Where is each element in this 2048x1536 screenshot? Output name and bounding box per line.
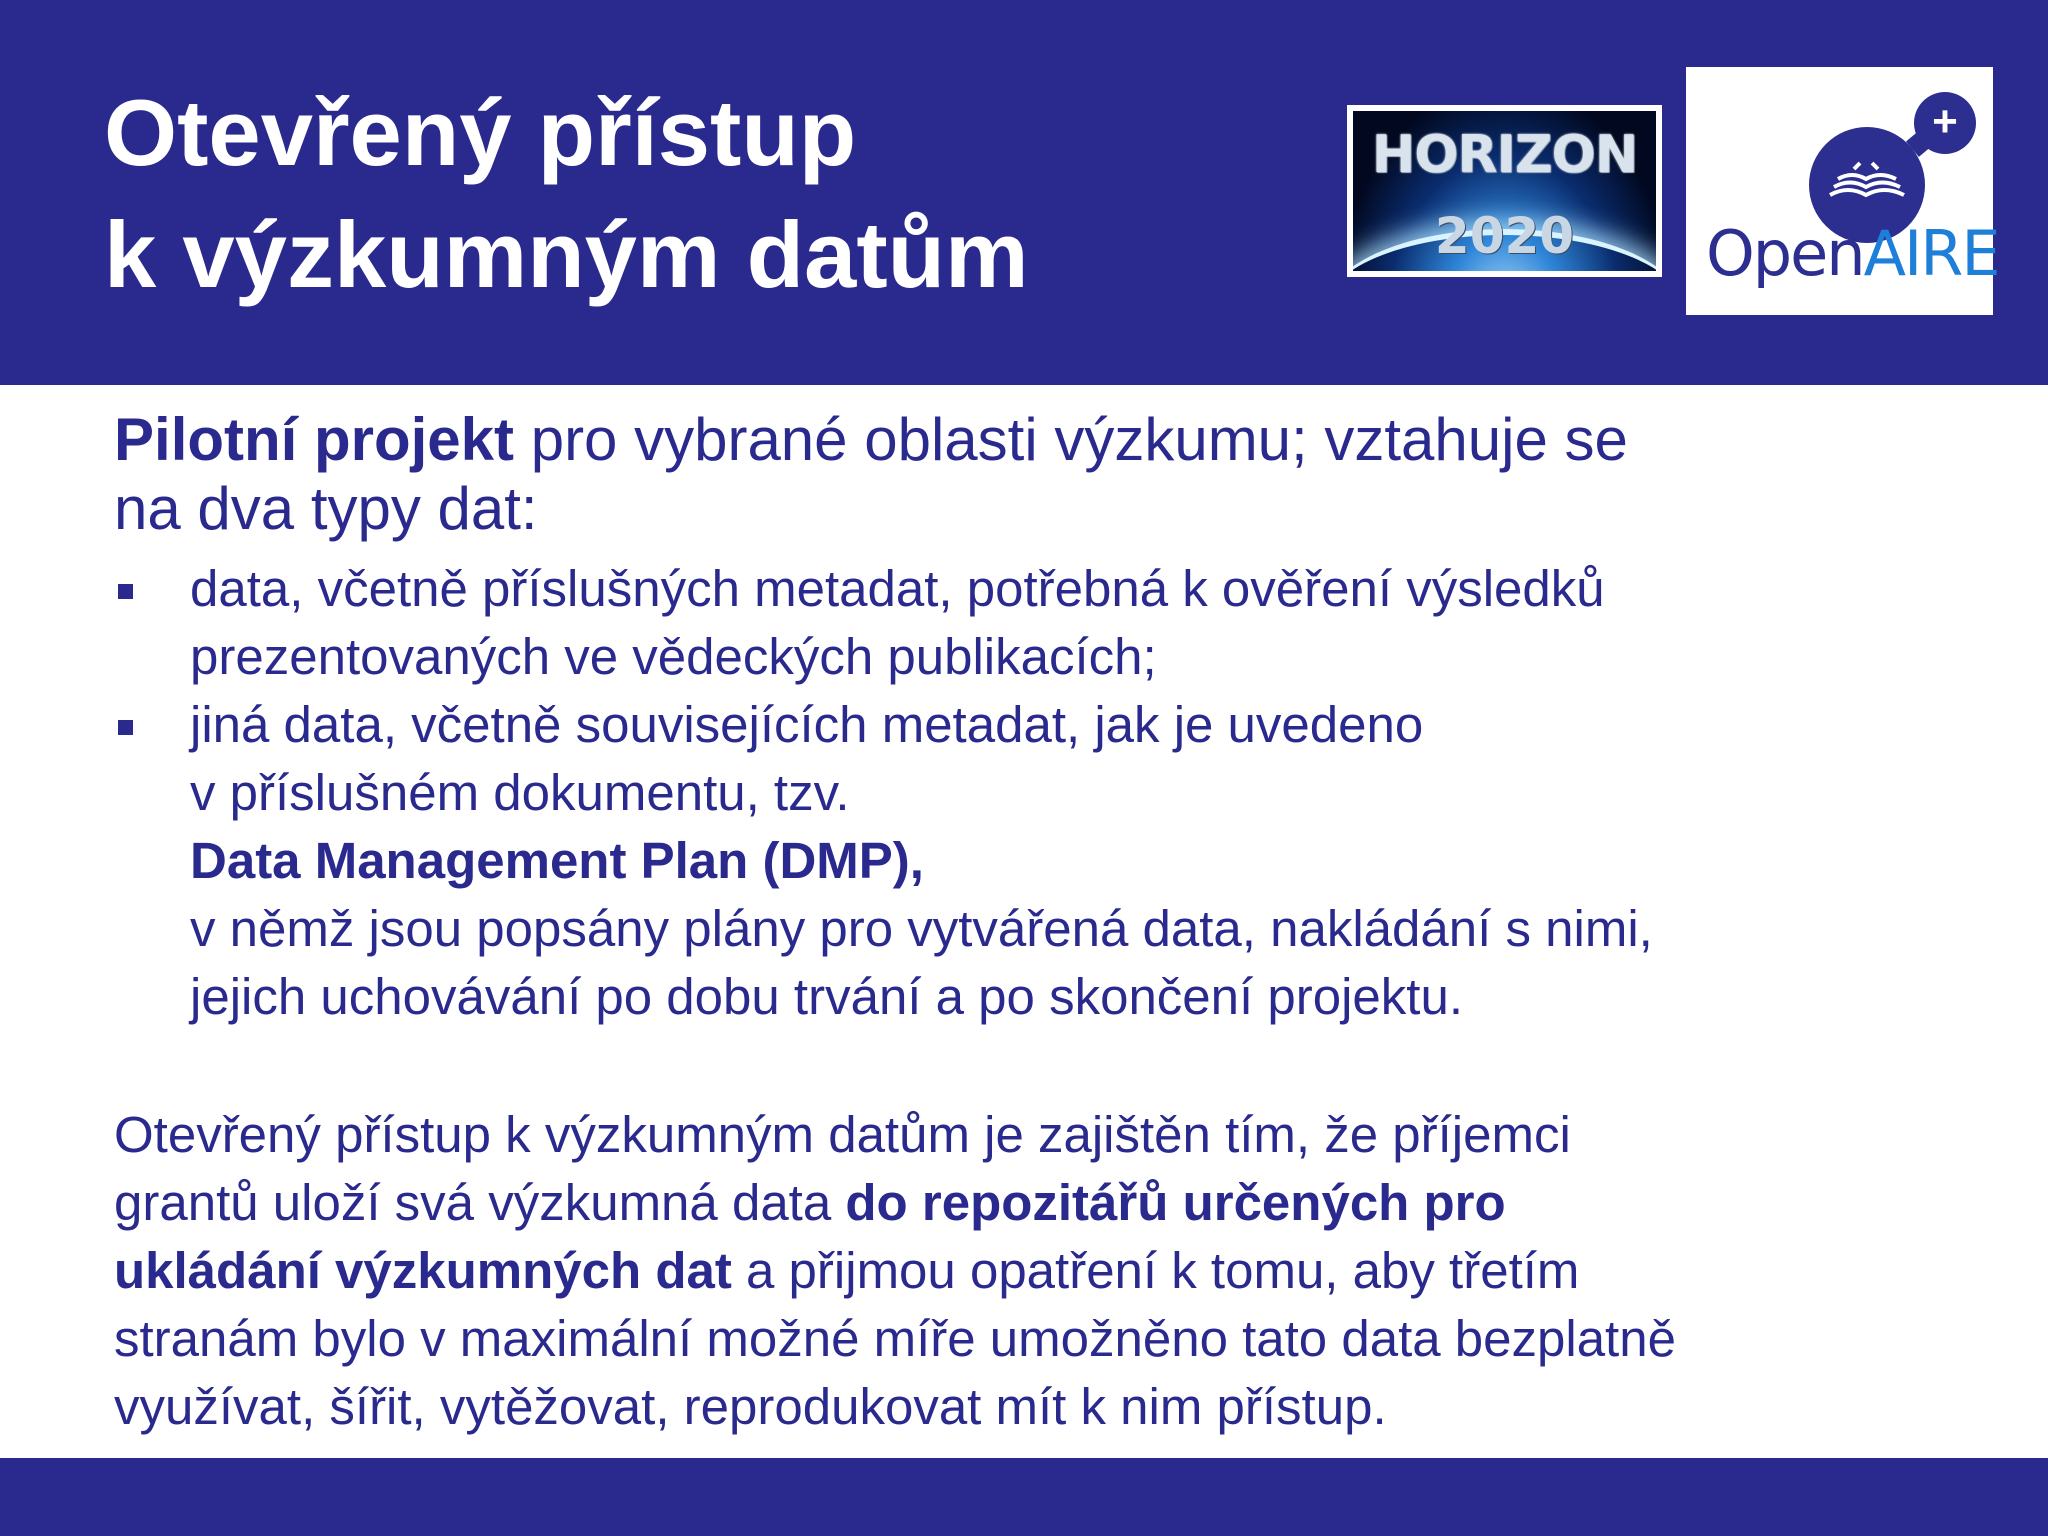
bullet-list: [114, 555, 1924, 1031]
horizon-year: 2020: [1434, 207, 1575, 265]
closing-line-1: Otevřený přístup k výzkumným datům je zajištěn tím, že příjemci: [114, 1106, 1571, 1163]
slide-body: [114, 405, 1924, 1441]
bullet-2-line-4: jejich uchovávání po dobu trvání a po skončení projektu.: [190, 968, 1463, 1025]
open-book-icon: [1824, 155, 1910, 215]
bullet-2-line-1: jiná data, včetně souvisejících metadat, jak je uvedeno: [190, 696, 1424, 753]
horizon-2020-logo: [1347, 105, 1662, 277]
bullet-1-line-1: data, včetně příslušných metadat, potřebná k ověření výsledků: [190, 560, 1605, 617]
horizon-word: HORIZON: [1371, 125, 1638, 185]
list-item: [114, 555, 1924, 691]
closing-paragraph: [114, 1101, 1924, 1441]
openaire-wordmark: OpenAIRE: [1706, 217, 1999, 290]
intro-rest: pro vybrané oblasti výzkumu; vztahuje se: [514, 406, 1628, 473]
closing-line-2: grantů uloží svá výzkumná data do repozitářů určených pro: [114, 1174, 1506, 1231]
footer-bar: [0, 1458, 2048, 1536]
closing-line-4: stranám bylo v maximální možné míře umožněno tato data bezplatně: [114, 1310, 1676, 1367]
bullet-2-line-2: v příslušném dokumentu, tzv. Data Management Plan (DMP),: [190, 764, 924, 889]
closing-line-5: využívat, šířit, vytěžovat, reprodukovat mít k nim přístup.: [114, 1378, 1387, 1435]
intro-line-2: na dva typy dat:: [114, 475, 538, 542]
square-bullet-icon: [118, 720, 133, 735]
plus-icon: +: [1914, 92, 1976, 154]
bullet-1-line-2: prezentovaných ve vědeckých publikacích;: [190, 628, 1157, 685]
intro-bold: Pilotní projekt: [114, 406, 515, 473]
header-banner: [0, 0, 2048, 385]
openaire-logo: [1686, 67, 1999, 315]
closing-line-3: ukládání výzkumných dat a přijmou opatření k tomu, aby třetím: [114, 1242, 1580, 1299]
title-line-1: Otevřený přístup: [104, 80, 857, 185]
slide-title: [104, 72, 1029, 316]
list-item: [114, 691, 1924, 1031]
intro-paragraph: [114, 405, 1924, 543]
horizon-globe-image: [1353, 111, 1656, 271]
bullet-2-line-3: v němž jsou popsány plány pro vytvářená data, nakládání s nimi,: [190, 900, 1653, 957]
square-bullet-icon: [118, 584, 133, 599]
title-line-2: k výzkumným datům: [104, 202, 1029, 307]
